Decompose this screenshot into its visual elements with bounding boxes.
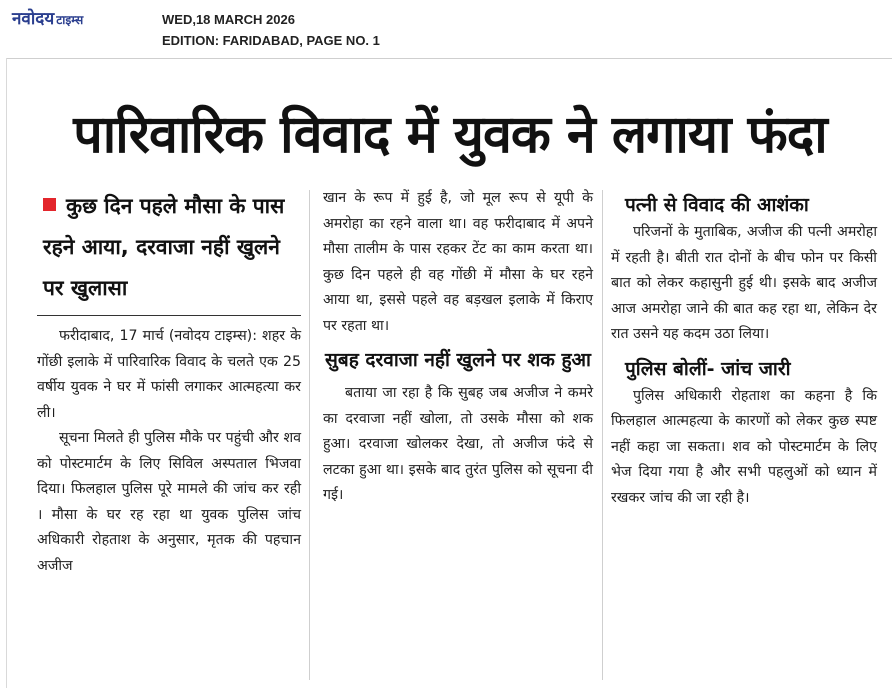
kicker-text: कुछ दिन पहले मौसा के पास रहने आया, दरवाजा नहीं खुलने पर खुलासा [43,194,285,300]
red-square-bullet-icon [43,198,56,211]
article-clipping [6,58,892,688]
article-column-1 [37,186,301,579]
article-headline: पारिवारिक विवाद में युवक ने लगाया फंदा [73,105,827,165]
body-paragraph: पुलिस अधिकारी रोहताश का कहना है कि फिलहाल आत्महत्या के कारणों को लेकर कुछ स्पष्ट नहीं कहा जा सकता। शव को पोस्टमार्टम के लिए भेज दिया गया है और सभी पहलुओं को ध्यान में रखकर जांच की जा रही है। [611,387,877,506]
subheading: पत्नी से विवाद की आशंका [625,194,809,216]
edition-meta [162,9,380,51]
kicker-underline [37,315,301,316]
body-paragraph: परिजनों के मुताबिक, अजीज की पत्नी अमरोहा में रहती है। बीती रात दोनों के बीच फोन पर किसी बात को लेकर कहासुनी हुई थी। इसके बाद अजीज आज अमरोहा जाने की बात कह रहा था, लेकिन देर रात उसने यह कदम उठा लिया। [611,224,877,342]
subheading: सुबह दरवाजा नहीं खुलने पर शक हुआ [325,349,591,371]
epaper-header [0,0,892,58]
logo-main-text: नवोदय [12,9,55,29]
edition-info: EDITION: FARIDABAD, PAGE NO. 1 [162,33,380,48]
column-divider [602,190,603,680]
logo-sub-text: टाइम्स [56,13,84,27]
column-divider [309,190,310,680]
newspaper-logo[interactable] [12,6,83,28]
article-column-2 [323,186,593,509]
article-kicker [37,186,301,309]
subheading: पुलिस बोलीं- जांच जारी [625,357,791,380]
clipping-top-edge [7,58,892,65]
body-paragraph: बताया जा रहा है कि सुबह जब अजीज ने कमरे का दरवाजा नहीं खोला, तो उसके मौसा को शक हुआ। दरवाजा खोलकर देखा, तो अजीज फंदे से लटका हुआ था। इसके बाद तुरंत पुलिस को सूचना दी गई। [323,385,593,503]
article-column-3 [611,190,877,511]
body-paragraph: सूचना मिलते ही पुलिस मौके पर पहुंची और शव को पोस्टमार्टम के लिए सिविल अस्पताल भिजवा दिया। फिलहाल पुलिस पूरे मामले की जांच कर रही । मौसा के घर रह रहा था युवक पुलिस जांच अधिकारी रोहताश के अनुसार, मृतक की पहचान अजीज [37,430,301,574]
body-paragraph: खान के रूप में हुई है, जो मूल रूप से यूपी के अमरोहा का रहने वाला था। वह फरीदाबाद में अपने मौसा तालीम के पास रहकर टेंट का काम करता था। कुछ दिन पहले ही वह गोंछी में मौसा के घर रहने आया था, इससे पहले वह बड़खल इलाके में किराए पर रहता था। [323,190,593,334]
publish-date: WED,18 MARCH 2026 [162,12,295,27]
body-paragraph: फरीदाबाद, 17 मार्च (नवोदय टाइम्स): शहर के गोंछी इलाके में पारिवारिक विवाद के चलते एक 25 वर्षीय युवक ने घर में फांसी लगाकर आत्महत्या कर ली। [37,328,301,421]
